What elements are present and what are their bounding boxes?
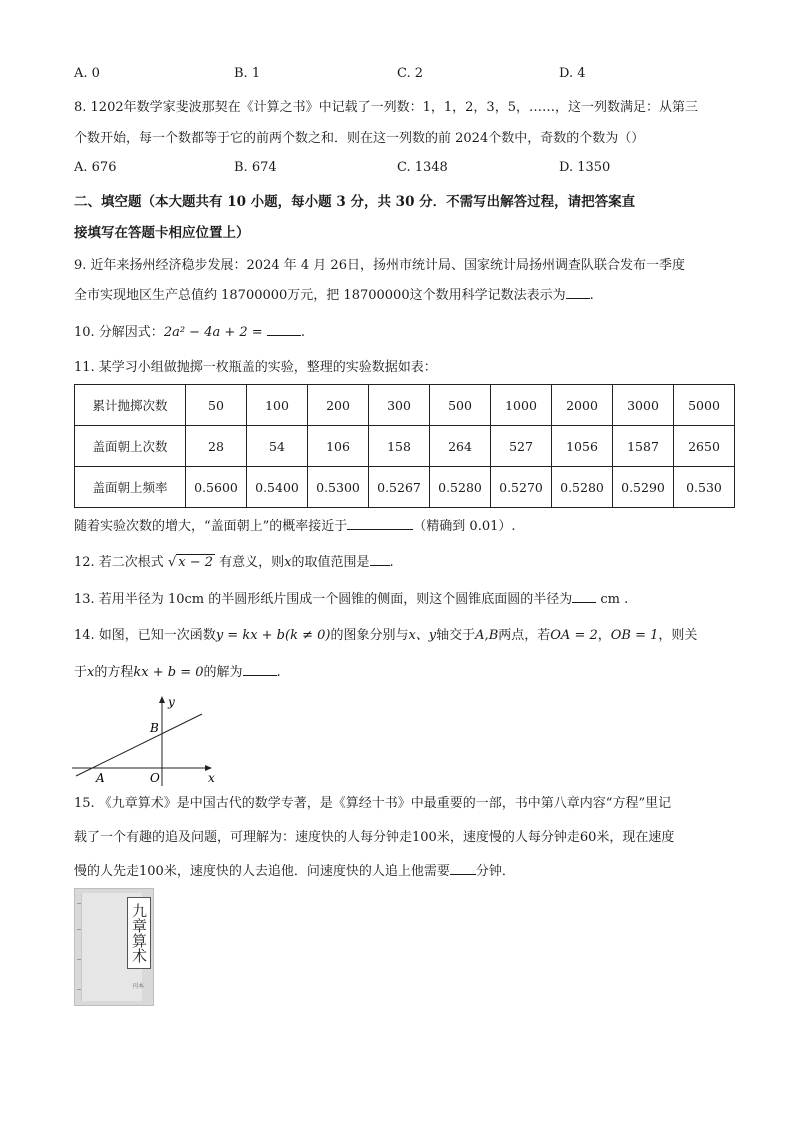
q10-expression: 2a² − 4a + 2 = [163, 325, 263, 340]
table-cell: 106 [308, 426, 369, 467]
q14-line-1 [74, 626, 697, 646]
q14-answer-blank[interactable] [243, 663, 277, 676]
q9-end: . [589, 288, 594, 303]
q10-answer-blank[interactable] [267, 323, 301, 336]
q15-line-2: 载了一个有趣的追及问题，可理解为：速度快的人每分钟走100米，速度慢的人每分钟走60米，现在速度 [74, 830, 675, 845]
q14-text-h: 的方程 [94, 665, 134, 680]
book-title-label: 九章算术 [127, 897, 151, 969]
section-heading-line-2: 接填写在答题卡相应位置上） [74, 225, 250, 241]
table-cell: 0.5280 [552, 467, 613, 508]
q11-question [74, 517, 516, 537]
q13-line [74, 590, 628, 610]
q11-precision: （精确到 0.01）. [413, 519, 516, 534]
table-cell: 1587 [613, 426, 674, 467]
sqrt-radicand: x − 2 [178, 555, 214, 570]
graph-label-a: A [96, 771, 105, 785]
table-cell: 264 [430, 426, 491, 467]
q15-answer-blank[interactable] [450, 862, 476, 875]
q11-data-table [74, 384, 735, 508]
q14-end: . [276, 665, 281, 680]
q11-after-text: 随着实验次数的增大，“盖面朝上”的概率接近于 [74, 519, 348, 534]
q14-function: y = kx + b(k ≠ 0) [215, 628, 331, 643]
q12-answer-blank[interactable] [370, 553, 390, 566]
q9-line-2 [74, 286, 594, 306]
book-small-text: 刊本 [132, 983, 145, 990]
table-row-label: 盖面朝上次数 [75, 426, 186, 467]
q13-prefix: 13. 若用半径为 10cm 的半圆形纸片围成一个圆锥的侧面，则这个圆锥底面圆的半径为 [74, 592, 573, 607]
q14-xvar: x [87, 665, 95, 680]
q7-options [74, 66, 734, 86]
table-cell: 2000 [552, 385, 613, 426]
graph-label-o: O [150, 771, 160, 785]
q11-intro: 11. 某学习小组做抛掷一枚瓶盖的实验，整理的实验数据如表： [74, 360, 437, 375]
q8-line-2: 个数开始，每一个数都等于它的前两个数之和．则在这一列数的前 2024个数中，奇数的个数为（） [74, 131, 645, 146]
q7-option-a: A. 0 [74, 66, 100, 81]
table-cell: 3000 [613, 385, 674, 426]
q14-oa: OA = 2 [550, 628, 598, 643]
q14-text-i: 的解为 [203, 665, 243, 680]
q14-graph [70, 694, 230, 790]
q12-prefix: 12. 若二次根式 [74, 555, 164, 570]
table-cell: 0.5600 [186, 467, 247, 508]
q10-end: . [300, 325, 305, 340]
table-cell: 158 [369, 426, 430, 467]
table-cell: 200 [308, 385, 369, 426]
q15-line-1: 15. 《九章算术》是中国古代的数学专著，是《算经十书》中最重要的一部，书中第八章内容“方程”里记 [74, 796, 672, 811]
table-cell: 527 [491, 426, 552, 467]
q14-line-2 [74, 663, 281, 683]
q8-options [74, 160, 734, 180]
graph-label-b: B [150, 721, 159, 735]
q10-line [74, 323, 305, 343]
q14-text-c: 轴交于 [436, 628, 476, 643]
q7-option-d: D. 4 [559, 66, 586, 81]
q9-line-1: 9. 近年来扬州经济稳步发展：2024 年 4 月 26日，扬州市统计局、国家统计局扬州调查队联合发布一季度 [74, 258, 685, 273]
graph-label-x: x [208, 771, 215, 785]
table-cell: 28 [186, 426, 247, 467]
q14-equation: kx + b = 0 [133, 665, 204, 680]
q10-prefix: 10. 分解因式： [74, 325, 164, 340]
q11-answer-blank[interactable] [347, 517, 413, 530]
q8-option-b: B. 674 [234, 160, 277, 175]
q15-end: 分钟． [475, 864, 515, 879]
q8-option-a: A. 676 [74, 160, 117, 175]
q14-text-g: 于 [74, 665, 88, 680]
table-row [75, 426, 735, 467]
table-cell: 0.5400 [247, 467, 308, 508]
table-cell: 5000 [674, 385, 735, 426]
q14-text-d: 两点，若 [498, 628, 551, 643]
q14-text-e: ， [597, 628, 611, 643]
table-cell: 2650 [674, 426, 735, 467]
table-row [75, 385, 735, 426]
table-cell: 1000 [491, 385, 552, 426]
table-row-label: 累计抛掷次数 [75, 385, 186, 426]
q14-ob: OB = 1 [610, 628, 659, 643]
q8-option-d: D. 1350 [559, 160, 611, 175]
table-cell: 50 [186, 385, 247, 426]
table-cell: 0.5300 [308, 467, 369, 508]
table-cell: 300 [369, 385, 430, 426]
table-cell: 100 [247, 385, 308, 426]
q12-suffix: 的取值范围是 [291, 555, 370, 570]
sqrt-expression: √ x − 2 [167, 555, 214, 570]
q9-text: 全市实现地区生产总值约 18700000万元，把 18700000这个数用科学记数法表示为 [74, 288, 566, 303]
q14-text-f: ，则关 [658, 628, 698, 643]
q8-line-1: 8. 1202年数学家斐波那契在《计算之书》中记载了一列数：1，1，2，3，5，……，这一列数满足：从第三 [74, 100, 698, 115]
table-cell: 1056 [552, 426, 613, 467]
q12-var: x [284, 555, 292, 570]
q14-text-b: 的图象分别与 [330, 628, 409, 643]
table-cell: 54 [247, 426, 308, 467]
q9-answer-blank[interactable] [566, 286, 590, 299]
table-cell: 0.5290 [613, 467, 674, 508]
table-cell: 0.530 [674, 467, 735, 508]
q14-points: A,B [475, 628, 499, 643]
q14-text-a: 14. 如图，已知一次函数 [74, 628, 216, 643]
table-row-label: 盖面朝上频率 [75, 467, 186, 508]
q7-option-b: B. 1 [234, 66, 261, 81]
table-cell: 500 [430, 385, 491, 426]
table-cell: 0.5267 [369, 467, 430, 508]
q13-answer-blank[interactable] [572, 590, 596, 603]
q14-axes: x、y [408, 628, 437, 643]
y-axis-arrow-icon [159, 696, 165, 703]
q7-option-c: C. 2 [397, 66, 424, 81]
graph-label-y: y [168, 695, 175, 709]
q13-unit: cm . [600, 592, 629, 607]
table-cell: 0.5270 [491, 467, 552, 508]
table-row [75, 467, 735, 508]
q12-line [74, 553, 394, 573]
book-cover-image [74, 888, 154, 1006]
q15-line-3 [74, 862, 515, 882]
q12-end: . [389, 555, 394, 570]
q8-option-c: C. 1348 [397, 160, 448, 175]
section-heading-line-1: 二、填空题（本大题共有 10 小题，每小题 3 分，共 30 分．不需写出解答过程，请把答案直 [74, 194, 636, 210]
table-cell: 0.5280 [430, 467, 491, 508]
q15-text: 慢的人先走100米，速度快的人去追他．问速度快的人追上他需要 [74, 864, 450, 879]
q12-middle: 有意义，则 [219, 555, 285, 570]
function-line [76, 714, 202, 776]
